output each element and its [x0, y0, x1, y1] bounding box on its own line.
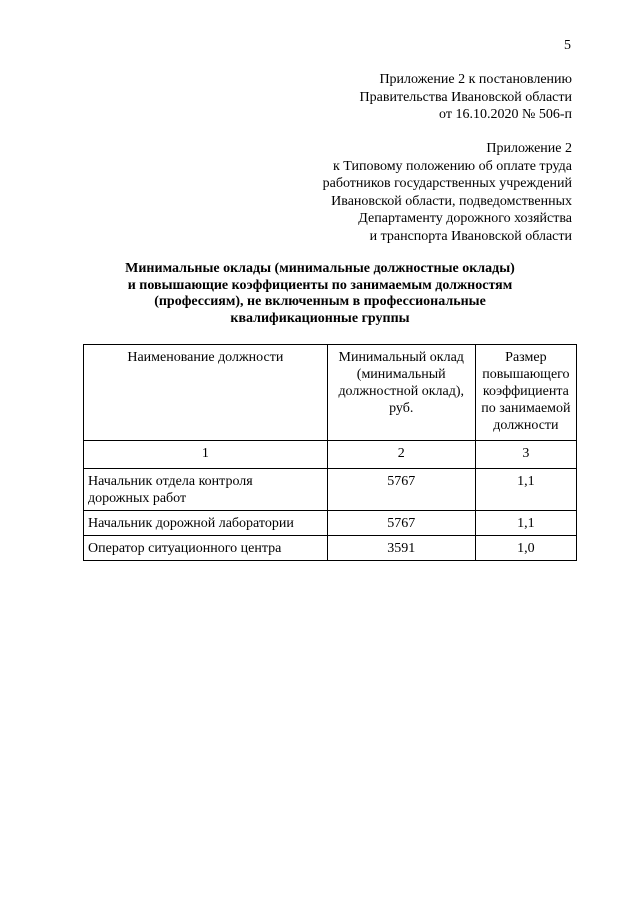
header-position-name — [84, 345, 328, 441]
appendix-sub-line: к Типовому положению об оплате труда — [332, 158, 572, 174]
title-line: Минимальные оклады (минимальные должностные оклады) — [125, 261, 515, 276]
header-line: Размер — [505, 350, 547, 365]
appendix-header — [360, 71, 572, 124]
salary-cell: 3591 — [327, 536, 475, 561]
position-name-cell — [84, 536, 328, 561]
header-min-salary — [327, 345, 475, 441]
title-line: и повышающие коэффициенты по занимаемым должностям — [127, 277, 513, 293]
position-name-cell — [84, 469, 328, 511]
title-line: квалификационные группы — [230, 310, 410, 326]
header-line: Наименование должности — [127, 350, 284, 365]
position-name-line: Оператор ситуационного центра — [88, 541, 282, 556]
coefficient-cell: 1,1 — [475, 469, 576, 511]
appendix-sub-line: Департаменту дорожного хозяйства — [358, 211, 572, 226]
header-line: повышающего — [482, 367, 570, 382]
appendix-sub-line: Приложение 2 — [486, 141, 572, 156]
document-title — [68, 261, 572, 327]
header-coefficient — [475, 345, 576, 441]
header-line: по занимаемой — [481, 401, 571, 416]
positions-table — [83, 344, 577, 561]
title-line: (профессиям), не включенным в профессиональные — [154, 294, 486, 309]
header-line: должностной оклад), — [338, 384, 464, 399]
coefficient-cell: 1,0 — [475, 536, 576, 561]
appendix-subheader — [323, 140, 572, 245]
table-row — [84, 469, 577, 511]
position-name-line: Начальник дорожной лаборатории — [88, 516, 294, 531]
appendix-sub-line: и транспорта Ивановской области — [369, 228, 572, 244]
header-line: коэффициента — [482, 384, 569, 399]
appendix-sub-line: работников государственных учреждений — [322, 176, 572, 191]
position-name-line: Начальник отдела контроля — [88, 474, 253, 489]
column-number: 3 — [475, 441, 576, 469]
coefficient-cell: 1,1 — [475, 511, 576, 536]
column-number-row — [84, 441, 577, 469]
header-line: должности — [493, 418, 559, 433]
table-header-row — [84, 345, 577, 441]
appendix-sub-line: Ивановской области, подведомственных — [331, 193, 572, 209]
salary-cell: 5767 — [327, 469, 475, 511]
column-number: 2 — [327, 441, 475, 469]
appendix-header-line: Правительства Ивановской области — [359, 89, 572, 105]
header-line: Минимальный оклад — [338, 350, 464, 365]
position-name-cell — [84, 511, 328, 536]
header-line: (минимальный — [356, 367, 446, 382]
table-row — [84, 511, 577, 536]
appendix-header-line: Приложение 2 к постановлению — [379, 72, 572, 87]
header-line: руб. — [389, 401, 414, 416]
page-number: 5 — [564, 38, 571, 53]
position-name-line: дорожных работ — [88, 491, 187, 506]
table-row — [84, 536, 577, 561]
salary-cell: 5767 — [327, 511, 475, 536]
column-number: 1 — [84, 441, 328, 469]
appendix-header-line: от 16.10.2020 № 506-п — [439, 107, 572, 122]
